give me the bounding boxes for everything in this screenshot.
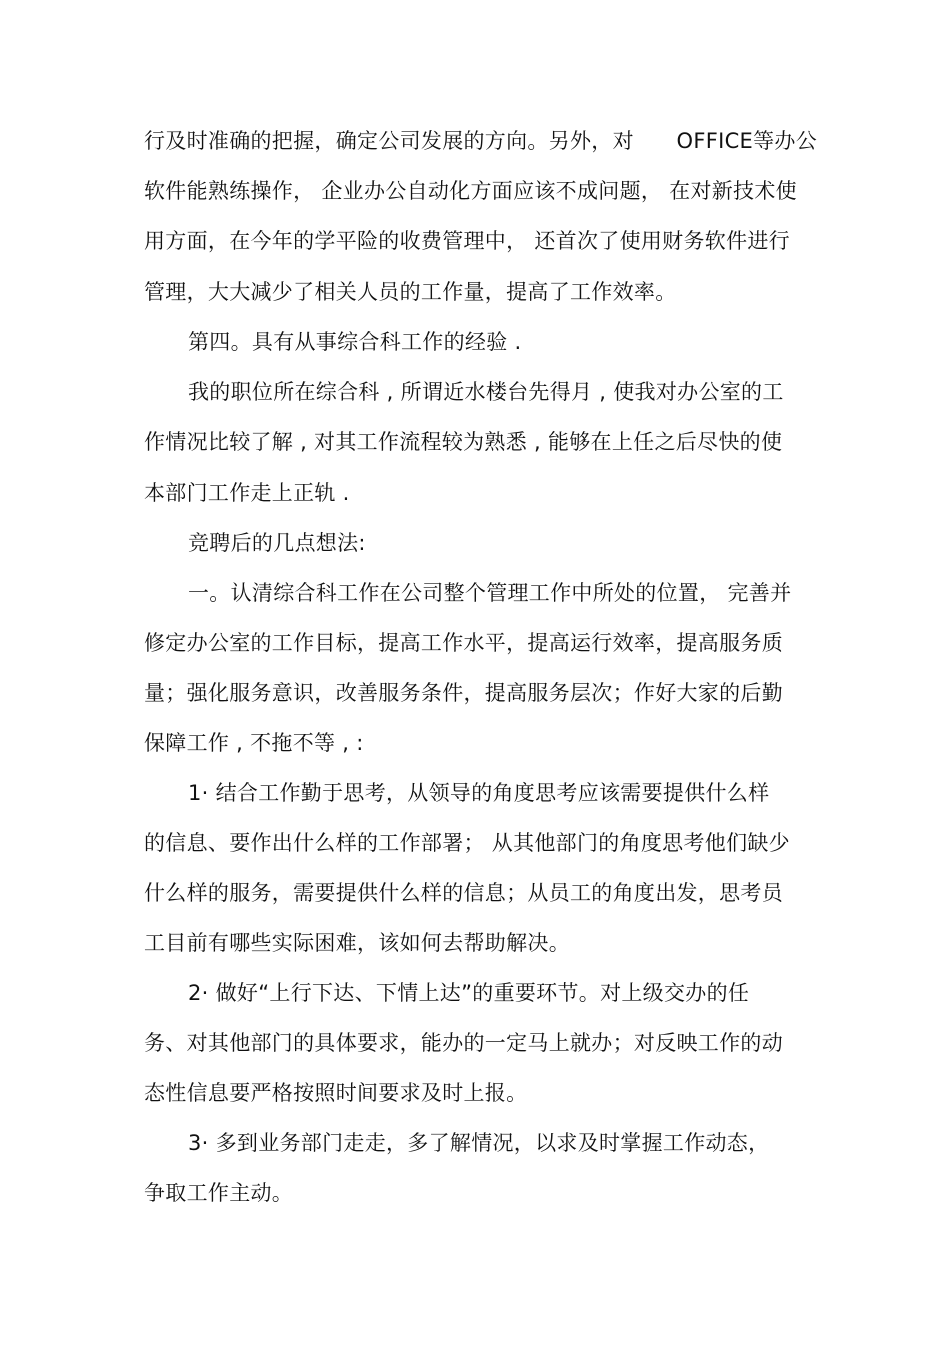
text-line: 管理，大大减少了相关人员的工作量，提高了工作效率。 bbox=[144, 280, 677, 304]
list-item: 1· 结合工作勤于思考，从领导的角度思考应该需要提供什么样 bbox=[188, 781, 770, 805]
text-line: 的信息、要作出什么样的工作部署； 从其他部门的角度思考他们缺少 bbox=[144, 831, 790, 855]
list-item: 3· 多到业务部门走走，多了解情况，以求及时掌握工作动态， bbox=[188, 1131, 770, 1155]
text-line: 行及时准确的把握，确定公司发展的方向。另外，对 OFFICE等办公 bbox=[144, 129, 818, 153]
text-line: 用方面，在今年的学平险的收费管理中， 还首次了使用财务软件进行 bbox=[144, 229, 790, 253]
text-line: 保障工作 , 不拖不等 , : bbox=[144, 731, 364, 755]
text-line: 态性信息要严格按照时间要求及时上报。 bbox=[144, 1081, 528, 1105]
text-line: 工目前有哪些实际困难，该如何去帮助解决。 bbox=[144, 931, 570, 955]
text-line: 争取工作主动。 bbox=[144, 1181, 294, 1205]
text-line: 量；强化服务意识，改善服务条件，提高服务层次；作好大家的后勤 bbox=[144, 681, 783, 705]
text-line: 修定办公室的工作目标，提高工作水平，提高运行效率，提高服务质 bbox=[144, 631, 783, 655]
text-line: 作情况比较了解 , 对其工作流程较为熟悉 , 能够在上任之后尽快的使 bbox=[144, 430, 783, 454]
text-line: 我的职位所在综合科 , 所谓近水楼台先得月 , 使我对办公室的工 bbox=[188, 380, 784, 404]
text-line: 本部门工作走上正轨 . bbox=[144, 481, 350, 505]
section-heading: 竞聘后的几点想法: bbox=[188, 531, 366, 555]
list-item: 2· 做好“上行下达、下情上达”的重要环节。对上级交办的任 bbox=[188, 981, 750, 1005]
text-line: 一。认清综合科工作在公司整个管理工作中所处的位置， 完善并 bbox=[188, 581, 792, 605]
text-line: 务、对其他部门的具体要求，能办的一定马上就办；对反映工作的动 bbox=[144, 1031, 783, 1055]
text-line: 什么样的服务，需要提供什么样的信息；从员工的角度出发，思考员 bbox=[144, 881, 783, 905]
section-heading: 第四。具有从事综合科工作的经验 . bbox=[188, 330, 522, 354]
text-line: 软件能熟练操作， 企业办公自动化方面应该不成问题， 在对新技术使 bbox=[144, 179, 797, 203]
